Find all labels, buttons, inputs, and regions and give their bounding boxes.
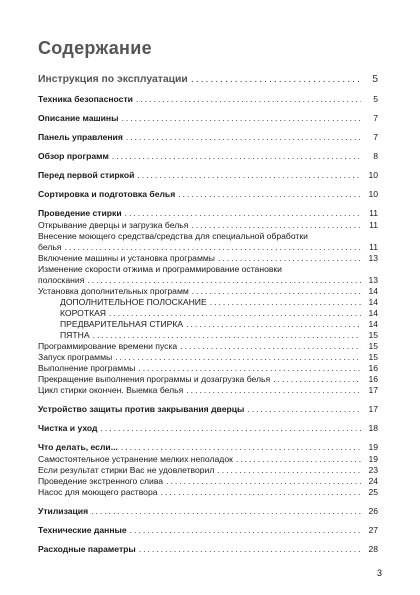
toc-entry-title: Утилизация	[38, 506, 89, 516]
toc-entry-title: Если результат стирки Вас не удовлетворил	[38, 465, 215, 475]
toc-entry-page: 15	[368, 330, 378, 340]
toc-entry-page: 19	[368, 442, 378, 452]
toc-entry-title: Прекращение выполнения программы и дозагрузка белья	[38, 374, 271, 384]
toc-entry[interactable]	[38, 465, 378, 476]
toc-entry-title: Перед первой стиркой	[38, 170, 135, 180]
toc-entry-title: Описание машины	[38, 113, 119, 123]
toc-entry-page: 19	[368, 454, 378, 464]
toc-entry-title: Что делать, если...	[38, 442, 118, 452]
toc-entry-page: 8	[373, 151, 378, 161]
toc-entry-page: 26	[368, 506, 378, 516]
toc-entry-page: 15	[368, 341, 378, 351]
toc-entry[interactable]	[38, 404, 378, 415]
toc-entry-page: 28	[368, 544, 378, 554]
toc-entry-title: Включение машины и установка программы	[38, 253, 215, 263]
toc-entry-page: 11	[369, 242, 378, 252]
toc-entry-title: Расходные параметры	[38, 544, 136, 554]
toc-entry-page: 14	[368, 319, 378, 329]
toc-entry-title: Устройство защиты против закрывания дверцы	[38, 404, 245, 414]
toc-entry-page: 11	[369, 220, 378, 230]
toc-entry-page: 27	[368, 525, 378, 535]
toc-entry[interactable]	[38, 385, 378, 396]
toc-entry-title: Самостоятельное устранение мелких неполадок	[38, 454, 233, 464]
toc-entry[interactable]	[38, 319, 378, 330]
toc-entry-title: ПЯТНА	[60, 330, 90, 340]
toc-entry-title: Изменение скорости отжима и программирование остановки	[38, 264, 282, 274]
toc-entry-title: Техника безопасности	[38, 94, 133, 104]
toc-entry-title: Чистка и уход	[38, 423, 98, 433]
toc-entry-title: Обзор программ	[38, 151, 109, 161]
toc-entry-page: 23	[368, 465, 378, 475]
toc-entry[interactable]	[38, 189, 378, 200]
toc-entry-page: 11	[369, 208, 378, 218]
table-of-contents	[38, 72, 378, 563]
toc-entry-page: 17	[368, 385, 378, 395]
toc-entry-title: Проведение экстренного слива	[38, 476, 164, 486]
toc-entry-page: 15	[368, 352, 378, 362]
toc-entry[interactable]	[38, 476, 378, 487]
toc-entry[interactable]	[38, 253, 378, 264]
toc-entry[interactable]	[38, 113, 378, 124]
toc-entry[interactable]	[38, 487, 378, 498]
toc-entry[interactable]	[38, 132, 378, 143]
toc-entry-page: 14	[368, 286, 378, 296]
toc-entry[interactable]	[38, 275, 378, 286]
toc-entry-title: Открывание дверцы и загрузка белья	[38, 220, 189, 230]
toc-entry-title: Технические данные	[38, 525, 127, 535]
toc-entry[interactable]	[38, 423, 378, 434]
toc-entry-title: Цикл стирки окончен. Выемка белья	[38, 385, 184, 395]
toc-entry[interactable]	[38, 151, 378, 162]
toc-entry[interactable]	[38, 242, 378, 253]
toc-entry-title: Инструкция по эксплуатации	[38, 74, 188, 85]
toc-entry[interactable]	[38, 506, 378, 517]
toc-entry[interactable]	[38, 286, 378, 297]
toc-entry-title: ДОПОЛНИТЕЛЬНОЕ ПОЛОСКАНИЕ	[60, 297, 207, 307]
toc-entry-title: Внесение моющего средства/средства для специальной обработки	[38, 231, 308, 241]
toc-entry-page: 7	[373, 132, 378, 142]
toc-entry-title: ПРЕДВАРИТЕЛЬНАЯ СТИРКА	[60, 319, 184, 329]
toc-entry-page: 24	[368, 476, 378, 486]
toc-entry-page: 13	[368, 253, 378, 263]
toc-entry[interactable]	[38, 73, 378, 86]
toc-entry-title: Установка дополнительных программ	[38, 286, 189, 296]
toc-entry[interactable]	[38, 170, 378, 181]
toc-entry-page: 7	[373, 113, 378, 123]
toc-entry-title: Насос для моющего раствора	[38, 487, 158, 497]
toc-entry-title: Панель управления	[38, 132, 123, 142]
toc-entry-page: 10	[368, 170, 378, 180]
toc-entry[interactable]	[38, 330, 378, 341]
toc-entry-title: белья	[38, 242, 62, 252]
toc-entry[interactable]	[38, 220, 378, 231]
toc-entry[interactable]	[38, 297, 378, 308]
toc-entry[interactable]	[38, 208, 378, 219]
toc-entry-page: 10	[368, 189, 378, 199]
toc-entry[interactable]	[38, 454, 378, 465]
toc-entry-title: КОРОТКАЯ	[60, 308, 107, 318]
toc-entry-page: 16	[368, 374, 378, 384]
toc-entry-title: Программирование времени пуска	[38, 341, 178, 351]
toc-entry[interactable]	[38, 442, 378, 453]
toc-entry[interactable]	[38, 352, 378, 363]
toc-entry-page: 17	[368, 404, 378, 414]
toc-entry-page: 18	[368, 423, 378, 433]
toc-entry-title: Проведение стирки	[38, 208, 122, 218]
page-number: 3	[376, 568, 382, 578]
toc-entry-page: 16	[368, 363, 378, 373]
toc-entry[interactable]	[38, 341, 378, 352]
toc-entry[interactable]	[38, 308, 378, 319]
toc-entry-page: 5	[373, 94, 378, 104]
toc-entry-title: Сортировка и подготовка белья	[38, 189, 176, 199]
toc-entry[interactable]	[38, 544, 378, 555]
toc-entry-title: Выполнение программы	[38, 363, 136, 373]
toc-entry-page: 5	[372, 74, 378, 85]
toc-entry-page: 13	[368, 275, 378, 285]
toc-entry-title: полоскания	[38, 275, 85, 285]
toc-entry-page: 14	[368, 297, 378, 307]
page-title: Содержание	[38, 38, 152, 58]
toc-entry[interactable]	[38, 374, 378, 385]
toc-entry-page: 25	[368, 487, 378, 497]
toc-entry-title: Запуск программы	[38, 352, 113, 362]
toc-entry[interactable]	[38, 525, 378, 536]
toc-entry[interactable]	[38, 94, 378, 105]
toc-entry[interactable]	[38, 363, 378, 374]
toc-entry-page: 14	[368, 308, 378, 318]
